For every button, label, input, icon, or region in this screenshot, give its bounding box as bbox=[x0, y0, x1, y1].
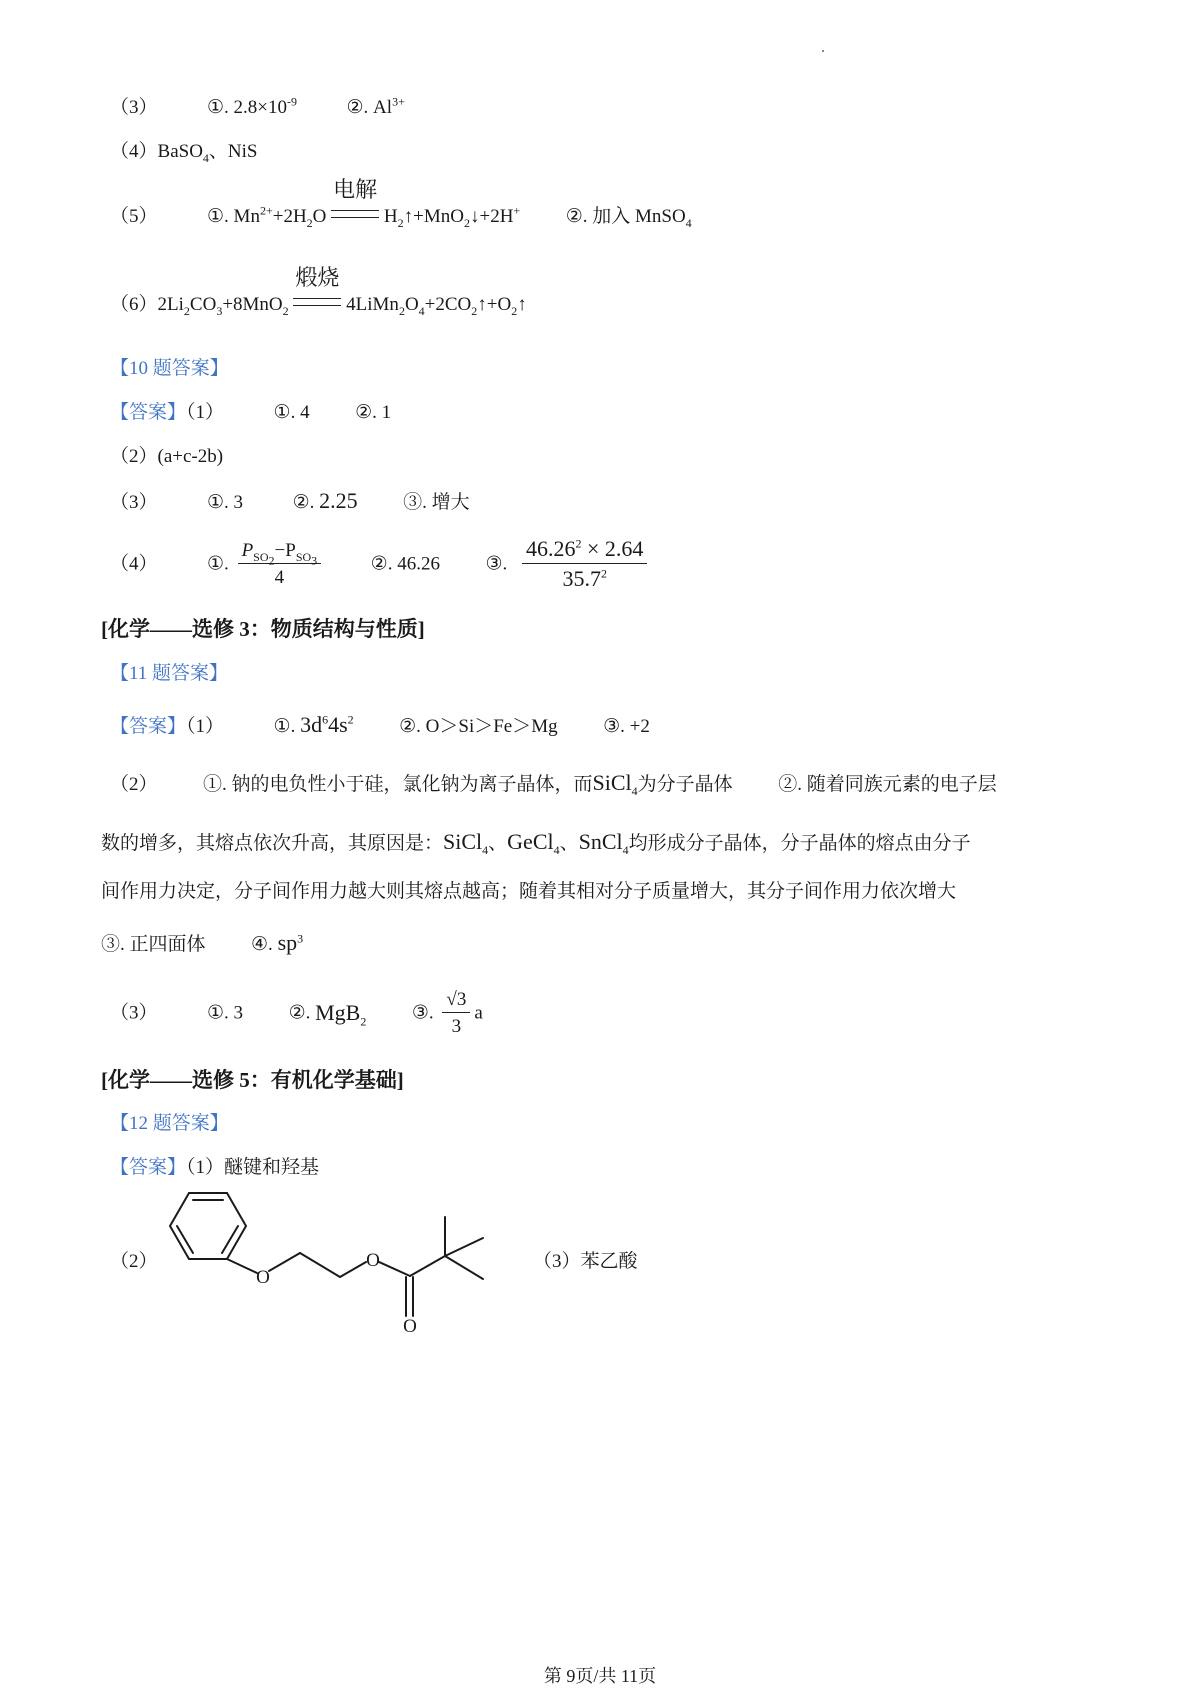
section-elective-5: [化学——选修 5：有机化学基础] bbox=[101, 1068, 404, 1092]
bond-o-ch2 bbox=[269, 1253, 300, 1271]
calcination-equals: 煅烧 bbox=[293, 295, 341, 314]
sqrt3-over-3-fraction: $\frac{√3}{3}$ bbox=[442, 990, 470, 1036]
kp-fraction: $\frac{46.26^2 \times 2.64}{35.7^2}$ bbox=[522, 538, 647, 590]
ring-double-bond-3 bbox=[177, 1226, 193, 1253]
q9-part3: （3） ①. $2.8\times 10^{-9}$ ②. $Al^{3+}$ bbox=[110, 94, 405, 118]
q10-part2: （2）(a+c-2b) bbox=[110, 446, 224, 467]
methyl-right-down bbox=[445, 1256, 483, 1279]
bond-o-c bbox=[379, 1262, 410, 1276]
q11-part2-line4: ③. 正四面体 ④. $sp^3$ bbox=[101, 930, 304, 955]
page-footer: 第 9页/共 11页 bbox=[543, 1666, 657, 1686]
ester-structure-diagram bbox=[140, 1180, 540, 1340]
benzene-ring bbox=[170, 1193, 246, 1259]
q11-part2-line1: （2） ①. 钠的电负性小于硅，氯化钠为离子晶体，而SiCl$_4$为分子晶体 ②. 随着同族元素的电子层 bbox=[110, 770, 997, 798]
q10-part4: （4） ①. $\frac{P_{SO_2}-P_{SO_3}}{4}$ ②. 46.26 ③. $\frac{46.26^2 \times 2.64}{35.7^2}$ bbox=[110, 538, 651, 590]
q12-heading: 【12 题答案】 bbox=[110, 1113, 229, 1134]
q10-part3: （3） ①. 3 ②. 2.25 ③. 增大 bbox=[110, 488, 470, 513]
section-elective-3: [化学——选修 3：物质结构与性质] bbox=[101, 617, 425, 641]
page-speck bbox=[822, 50, 824, 52]
q12-part2-label: （2） bbox=[110, 1251, 158, 1272]
q12-part1: 【答案】（1）醚键和羟基 bbox=[110, 1157, 320, 1178]
q11-part2-line2: 数的增多，其熔点依次升高，其原因是：SiCl$_4$、GeCl$_4$、SnCl$_4$均形成分子晶体，分子晶体的熔点由分子 bbox=[101, 829, 971, 857]
methyl-right-up bbox=[445, 1238, 483, 1256]
electrolysis-equals: 电解 bbox=[331, 207, 379, 226]
bond-ch2-ch2 bbox=[300, 1253, 340, 1277]
q11-part3: （3） ①. 3 ②. MgB$_2$ ③. $\frac{√3}{3}$ a bbox=[110, 989, 483, 1037]
ester-oxygen: O bbox=[366, 1250, 380, 1271]
ether-oxygen: O bbox=[256, 1267, 270, 1288]
q9-part4: （4）BaSO$_4$、NiS bbox=[110, 141, 258, 165]
carbonyl-oxygen: O bbox=[403, 1316, 417, 1337]
q11-part1: 【答案】（1） ①. $3d^64s^2$ ②. O＞Si＞Fe＞Mg ③. +2 bbox=[110, 712, 650, 737]
bond-ch2-o bbox=[340, 1262, 366, 1277]
q10-heading: 【10 题答案】 bbox=[110, 358, 229, 379]
q12-part3: （3）苯乙酸 bbox=[533, 1251, 638, 1272]
q11-heading: 【11 题答案】 bbox=[110, 663, 229, 684]
pressure-fraction: $\frac{P_{SO_2}-P_{SO_3}}{4}$ bbox=[238, 541, 322, 587]
q10-part1: 【答案】（1） ①. 4 ②. 1 bbox=[110, 402, 392, 423]
bond-ring-o bbox=[227, 1259, 257, 1273]
bond-c-cq bbox=[410, 1256, 445, 1276]
ring-double-bond-2 bbox=[222, 1226, 238, 1253]
q11-part2-line3: 间作用力决定，分子间作用力越大则其熔点越高；随着其相对分子质量增大，其分子间作用力依次增大 bbox=[101, 881, 957, 902]
q9-part5: （5） ①. $Mn^{2+}+2H_2O$ 电解 $H_2↑+MnO_2↓+2H^+$ ②. 加入 MnSO$_4$ bbox=[110, 177, 692, 230]
q9-part6: $(6)2Li_2CO_3+8MnO_2$ 煅烧 $4LiMn_2O_4+2CO_2↑+O_2↑$ bbox=[110, 265, 527, 318]
